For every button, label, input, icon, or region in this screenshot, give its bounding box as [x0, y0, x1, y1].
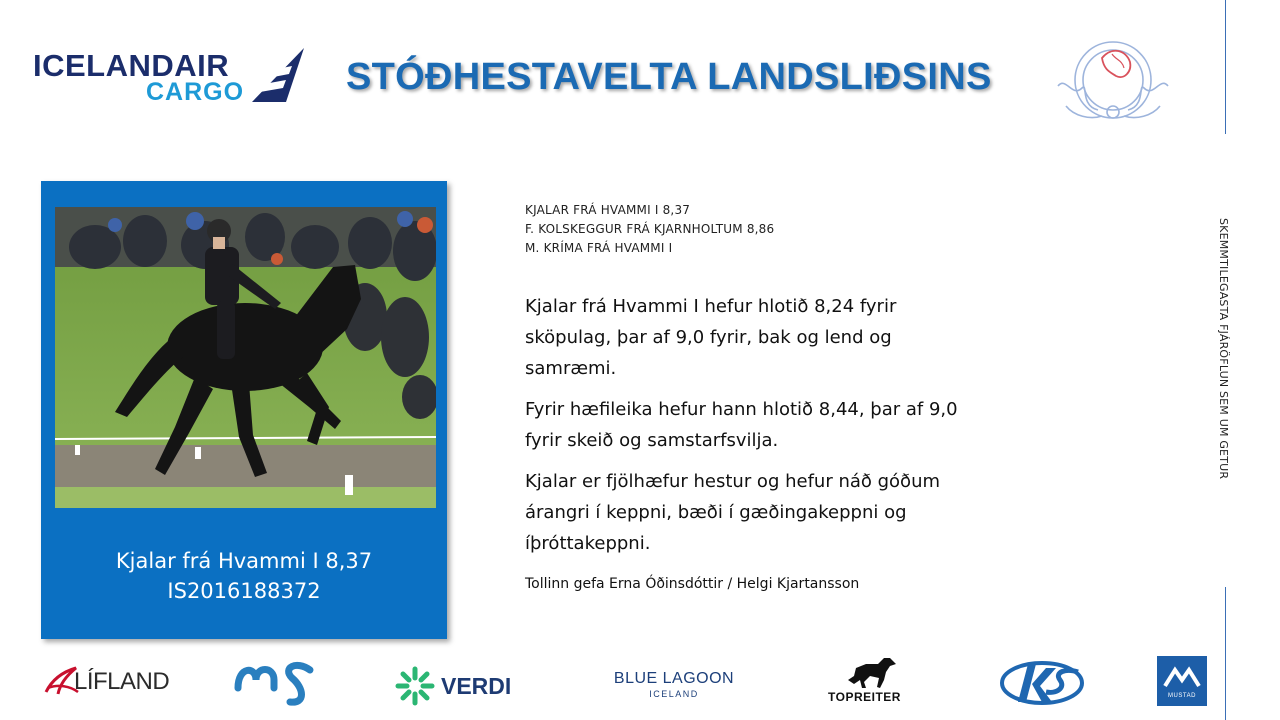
breeders-credits: Tollinn gefa Erna Óðinsdóttir / Helgi Kjartansson	[525, 576, 860, 592]
photo-caption-name: Kjalar frá Hvammi I 8,37	[115, 549, 373, 573]
topreiter-logo	[822, 654, 918, 706]
lifland-text: LÍFLAND	[74, 668, 170, 695]
wing-icon	[242, 48, 306, 104]
divider-line-top	[1225, 0, 1226, 134]
photo-caption-id: IS2016188372	[167, 579, 321, 603]
horse-photo-card	[41, 181, 447, 639]
verdi-text: VERDI	[441, 673, 512, 699]
horse-silhouette-icon	[846, 654, 898, 690]
pedigree-line-dam: M. KRÍMA FRÁ HVAMMI I	[525, 241, 673, 255]
mustad-mountain-icon	[1157, 658, 1207, 694]
mustad-text: MUSTAD	[1168, 693, 1196, 699]
vertical-slogan: SKEMMTILEGASTA FJÁRÖFLUN SEM UM GETUR	[1217, 218, 1230, 480]
topreiter-text: TOPREITER	[828, 690, 901, 704]
pedigree-line-horse: KJALAR FRÁ HVAMMI I 8,37	[525, 203, 691, 217]
verdi-star-icon	[395, 666, 435, 706]
icelandair-cargo-logo	[30, 46, 310, 106]
divider-line-bottom	[1225, 587, 1226, 720]
ms-logo	[234, 658, 316, 708]
ks-logo	[998, 658, 1086, 708]
page-title: STÓÐHESTAVELTA LANDSLIÐSINS	[346, 56, 992, 98]
blue-lagoon-subtext: ICELAND	[649, 689, 699, 699]
description-competition: Kjalar er fjölhæfur hestur og hefur náð góðum árangri í keppni, bæði í gæðingakeppni og íþróttakeppni.	[525, 471, 941, 554]
blue-lagoon-logo	[612, 670, 736, 704]
horse-photo	[55, 207, 436, 508]
pedigree-line-sire: F. KOLSKEGGUR FRÁ KJARNHOLTUM 8,86	[525, 222, 775, 236]
description-conformation: Kjalar frá Hvammi I hefur hlotið 8,24 fyrir sköpulag, þar af 9,0 fyrir, bak og lend og samræmi.	[525, 296, 897, 379]
logo-text-icelandair: ICELANDAIR	[33, 48, 230, 83]
mustad-logo	[1157, 656, 1207, 706]
verdi-logo	[395, 666, 525, 706]
blue-lagoon-text: BLUE LAGOON	[613, 670, 735, 687]
logo-text-cargo: CARGO	[146, 78, 245, 106]
lifland-logo	[42, 662, 182, 698]
association-seal-logo	[1052, 36, 1174, 128]
description-ability: Fyrir hæfileika hefur hann hlotið 8,44, þar af 9,0 fyrir skeið og samstarfsvilja.	[525, 399, 958, 451]
